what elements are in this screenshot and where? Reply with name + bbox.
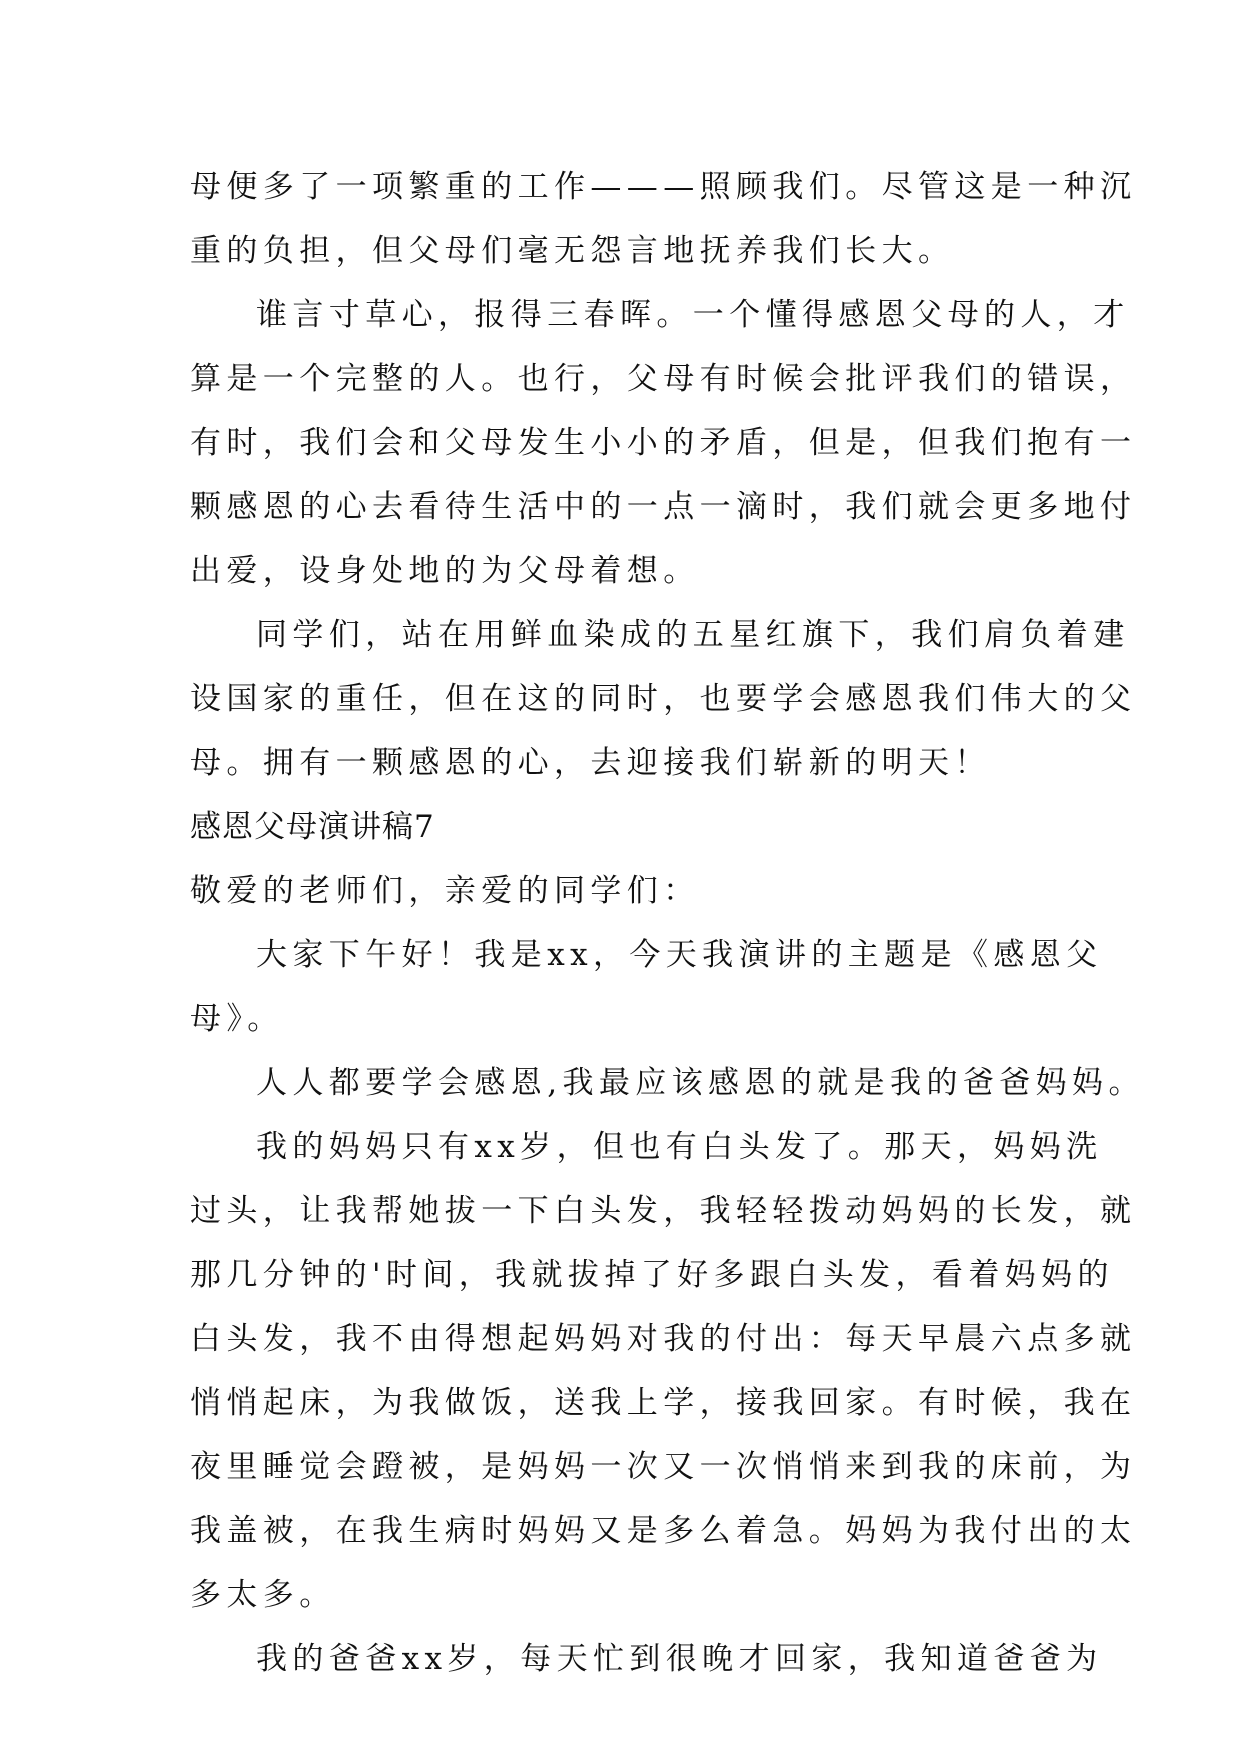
text-line: 算是一个完整的人。也行，父母有时候会批评我们的错误， [190, 361, 1137, 397]
text-line: 重的负担，但父母们毫无怨言地抚养我们长大。 [190, 233, 955, 269]
text-line: 那几分钟的'时间，我就拔掉了好多跟白头发，看着妈妈的 [190, 1257, 1114, 1293]
text-line: 多太多。 [190, 1577, 336, 1613]
text-line: 白头发，我不由得想起妈妈对我的付出：每天早晨六点多就 [190, 1321, 1137, 1357]
paragraph-start-line: 我的妈妈只有xx岁，但也有白头发了。那天，妈妈洗 [256, 1129, 1103, 1165]
text-line: 设国家的重任，但在这的同时，也要学会感恩我们伟大的父 [190, 681, 1137, 717]
text-line: 母》。 [190, 1001, 284, 1037]
paragraph-start-line: 大家下午好！我是xx，今天我演讲的主题是《感恩父 [256, 937, 1103, 973]
paragraph-start-line: 谁言寸草心，报得三春晖。一个懂得感恩父母的人，才 [256, 297, 1130, 333]
document-body [190, 155, 1145, 1691]
text-line: 我盖被，在我生病时妈妈又是多么着急。妈妈为我付出的太 [190, 1513, 1137, 1549]
salutation-line: 敬爱的老师们，亲爱的同学们： [190, 873, 700, 909]
text-line: 母便多了一项繁重的工作———照顾我们。尽管这是一种沉 [190, 169, 1137, 205]
text-line: 颗感恩的心去看待生活中的一点一滴时，我们就会更多地付 [190, 489, 1137, 525]
paragraph-start-line: 我的爸爸xx岁，每天忙到很晚才回家，我知道爸爸为 [256, 1641, 1103, 1677]
text-line: 有时，我们会和父母发生小小的矛盾，但是，但我们抱有一 [190, 425, 1137, 461]
text-line: 母。拥有一颗感恩的心，去迎接我们崭新的明天！ [190, 745, 991, 781]
text-line: 出爱，设身处地的为父母着想。 [190, 553, 700, 589]
text-line: 过头，让我帮她拔一下白头发，我轻轻拨动妈妈的长发，就 [190, 1193, 1137, 1229]
section-heading: 感恩父母演讲稿7 [190, 809, 435, 845]
paragraph-start-line: 同学们，站在用鲜血染成的五星红旗下，我们肩负着建 [256, 617, 1130, 653]
text-line: 夜里睡觉会蹬被，是妈妈一次又一次悄悄来到我的床前，为 [190, 1449, 1137, 1485]
text-line: 悄悄起床，为我做饭，送我上学，接我回家。有时候，我在 [190, 1385, 1137, 1421]
paragraph-start-line: 人人都要学会感恩,我最应该感恩的就是我的爸爸妈妈。 [256, 1065, 1145, 1101]
